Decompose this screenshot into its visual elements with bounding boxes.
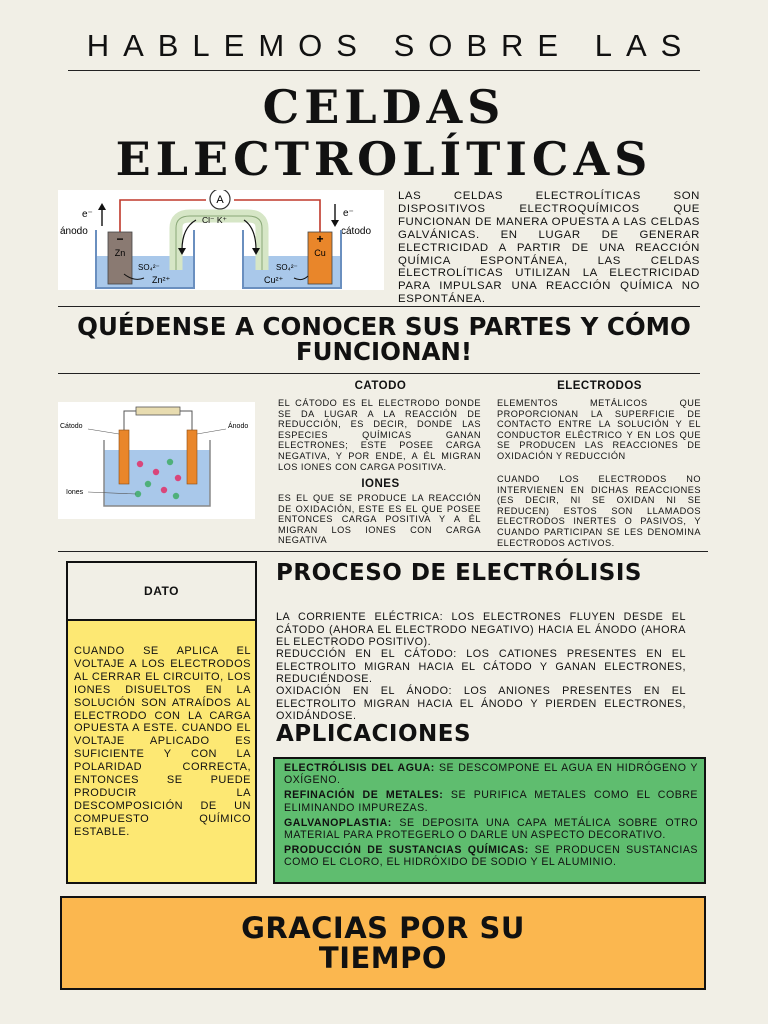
iones-title: IONES bbox=[361, 478, 400, 490]
thanks-line1: GRACIAS POR SU bbox=[241, 911, 525, 945]
divider bbox=[68, 70, 700, 71]
zn-label: Zn bbox=[114, 248, 126, 258]
proceso-paragraph-1: LA CORRIENTE ELÉCTRICA: LOS ELECTRONES FLUYEN DESDE EL CÁTODO (AHORA EL ELECTRODO NEGATIVO) HACIA EL ÁNODO (AHORA EL ELECTRODO POSITIVO). bbox=[276, 611, 686, 649]
ammeter-label: A bbox=[216, 194, 224, 206]
so4-right-label: SO₄²⁻ bbox=[276, 263, 298, 272]
dato-title: DATO bbox=[66, 561, 257, 621]
intro-paragraph: LAS CELDAS ELECTROLÍTICAS SON DISPOSITIVOS ELECTROQUÍMICOS QUE FUNCIONAN DE MANERA OPUESTA A LAS CELDAS GALVÁNICAS. EN LUGAR DE GENERAR ELECTRICIDAD A PARTIR DE UNA REACCIÓN QUÍMICA ESPONTÁNEA, LAS CELDAS ELECTROLÍTICAS UTILIZAN LA ELECTRICIDAD PARA IMPULSAR UNA REACCIÓN QUÍMICA NO ESPONTÁNEA. bbox=[398, 190, 700, 306]
main-title-line2: ELECTROLÍTICAS bbox=[115, 132, 653, 186]
ions-label: Iones bbox=[66, 489, 84, 496]
aplicaciones-list bbox=[273, 757, 706, 884]
item-term: ELECTRÓLISIS DEL AGUA: bbox=[284, 762, 435, 774]
cathode-label: Cátodo bbox=[60, 423, 83, 430]
electrodos-text-2: CUANDO LOS ELECTRODOS NO INTERVIENEN EN DICHAS REACCIONES (ES DECIR, NI SE OXIDAN NI SE REDUCEN) ESTOS SON LLAMADOS ELECTRODOS INERTES O PASIVOS, Y CUANDO PARTICIPAN SE LES DENOMINA ELECTRODOS ACTIVOS. bbox=[497, 474, 701, 548]
catodo-title: CATODO bbox=[354, 380, 407, 392]
proceso-title: PROCESO DE ELECTRÓLISIS bbox=[276, 560, 642, 586]
aplicaciones-title: APLICACIONES bbox=[276, 721, 472, 747]
zn-ion-label: Zn²⁺ bbox=[152, 275, 171, 285]
list-item bbox=[284, 789, 698, 813]
item-desc: SE PRODUCEN SUSTANCIAS COMO EL CLORO, EL HIDRÓXIDO DE SODIO Y EL ALUMINIO. bbox=[284, 844, 699, 869]
cu-ion-label: Cu²⁺ bbox=[264, 275, 284, 285]
electrolytic-cell-diagram bbox=[58, 190, 384, 290]
item-desc: SE DESCOMPONE EL AGUA EN HIDRÓGENO Y OXÍGENO. bbox=[284, 762, 698, 787]
catodo-text: EL CÁTODO ES EL ELECTRODO DONDE SE DA LUGAR A LA REACCIÓN DE REDUCCIÓN, ES DECIR, DONDE LAS ESPECIES QUÍMICAS GANAN ELECTRONES; ESTE POSEE CARGA NEGATIVA, Y POR ENDE, A ÉL MIGRAN LOS IONES CON CARGA POSITIVA. bbox=[278, 398, 481, 472]
electron-label-right: e⁻ bbox=[343, 208, 354, 219]
minus-sign: − bbox=[116, 232, 124, 246]
divider bbox=[58, 306, 700, 307]
item-desc: SE DEPOSITA UNA CAPA METÁLICA SOBRE OTRO MATERIAL PARA PROTEGERLO O DARLE UN ASPECTO DECORATIVO. bbox=[284, 816, 698, 842]
plus-sign: + bbox=[316, 232, 324, 246]
electrolysis-svg bbox=[58, 402, 255, 519]
divider bbox=[58, 551, 708, 552]
item-desc: SE PURIFICA METALES COMO EL COBRE ELIMINANDO IMPUREZAS. bbox=[284, 789, 698, 814]
list-item bbox=[284, 844, 698, 868]
electron-label-left: e⁻ bbox=[82, 209, 93, 220]
cathode-label: cátodo bbox=[341, 226, 372, 237]
electrodos-text-1: ELEMENTOS METÁLICOS QUE PROPORCIONAN LA SUPERFICIE DE CONTACTO ENTRE LA SOLUCIÓN Y EL CONDUCTOR ELÉCTRICO Y EN LOS QUE SE PRODUCEN LAS REACCIONES DE OXIDACIÓN Y REDUCCIÓN bbox=[497, 398, 701, 461]
so4-left-label: SO₄²⁻ bbox=[138, 263, 160, 272]
anode-label: ánodo bbox=[60, 226, 88, 237]
item-term: REFINACIÓN DE METALES: bbox=[284, 789, 444, 802]
top-title: HABLEMOS SOBRE LAS bbox=[86, 28, 696, 63]
thanks-banner bbox=[60, 896, 706, 990]
dato-text: CUANDO SE APLICA EL VOLTAJE A LOS ELECTRODOS AL CERRAR EL CIRCUITO, LOS IONES DISUELTOS EN LA SOLUCIÓN SON ATRAÍDOS AL ELECTRODO CON LA CARGA OPUESTA A ESTE. CUANDO EL VOLTAJE APLICADO ES SUFICIENTE Y CON LA POLARIDAD CORRECTA, ENTONCES SE PUEDE PRODUCIR LA DESCOMPOSICIÓN DE UN COMPUESTO QUÍMICO ESTABLE. bbox=[66, 621, 257, 884]
main-title-line1: CELDAS bbox=[262, 80, 506, 134]
list-item bbox=[284, 762, 698, 786]
item-term: GALVANOPLASTIA: bbox=[284, 816, 392, 829]
electrolysis-diagram bbox=[58, 402, 255, 519]
parts-heading: QUÉDENSE A CONOCER SUS PARTES Y CÓMO FUNCIONAN! bbox=[77, 312, 691, 366]
proceso-paragraph-2: REDUCCIÓN EN EL CÁTODO: LOS CATIONES PRESENTES EN EL ELECTROLITO MIGRAN HACIA EL CÁTODO Y GANAN ELECTRONES, REDUCIÉNDOSE. bbox=[276, 648, 686, 686]
electrodos-title: ELECTRODOS bbox=[557, 380, 642, 392]
electrolytic-cell-svg bbox=[58, 190, 384, 290]
anode-label: Ánodo bbox=[228, 423, 249, 430]
thanks-line2: TIEMPO bbox=[318, 941, 448, 975]
divider bbox=[58, 373, 700, 374]
list-item bbox=[284, 817, 698, 841]
cu-label: Cu bbox=[314, 248, 326, 258]
iones-text: ES EL QUE SE PRODUCE LA REACCIÓN DE OXIDACIÓN, ESTE ES EL QUE POSEE ENTONCES CARGA POSITIVA Y A ÉL MIGRAN LOS IONES CON CARGA NEGATIVA bbox=[278, 493, 481, 546]
proceso-paragraph-3: OXIDACIÓN EN EL ÁNODO: LOS ANIONES PRESENTES EN EL ELECTROLITO MIGRAN HACIA EL ÁNODO Y PIERDEN ELECTRONES, OXIDÁNDOSE. bbox=[276, 685, 686, 723]
bridge-ions-label: Cl⁻ K⁺ bbox=[202, 215, 228, 225]
item-term: PRODUCCIÓN DE SUSTANCIAS QUÍMICAS: bbox=[284, 844, 529, 857]
battery-icon bbox=[136, 407, 180, 415]
